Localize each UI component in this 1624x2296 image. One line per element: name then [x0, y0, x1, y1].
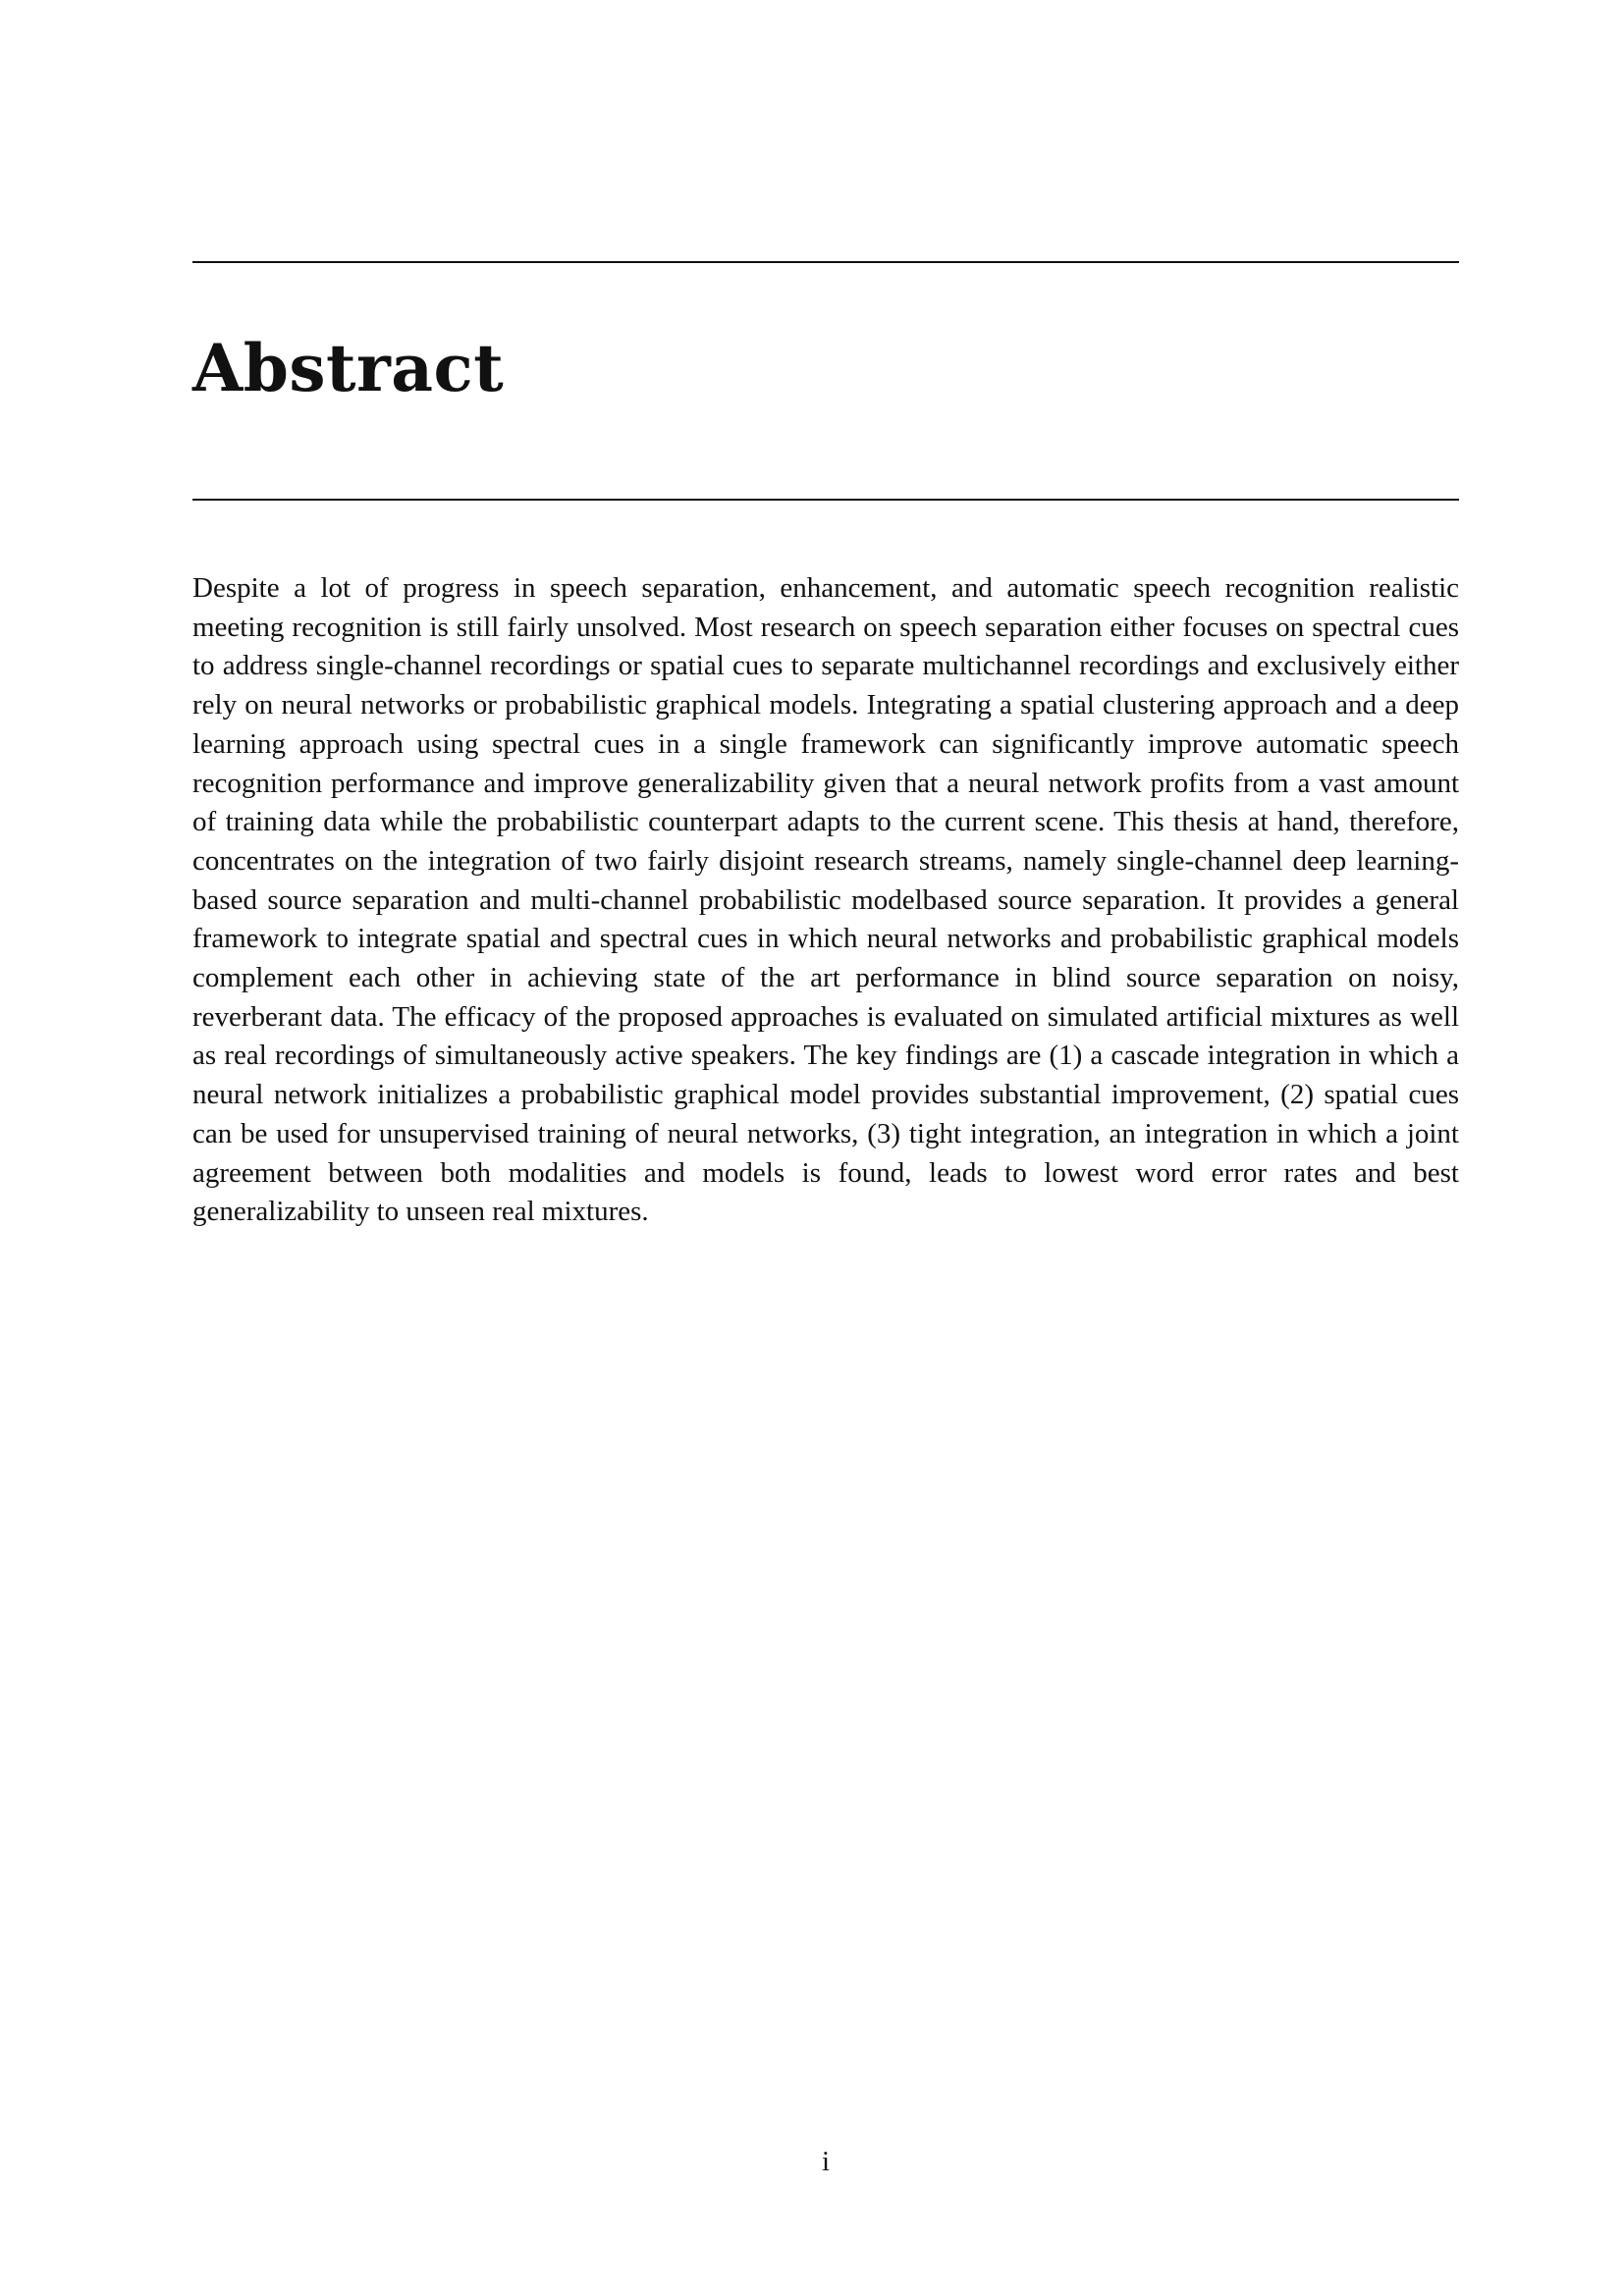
chapter-title: Abstract	[192, 330, 505, 406]
page-number: i	[821, 2146, 831, 2177]
top-rule	[192, 261, 1459, 263]
bottom-rule	[192, 499, 1459, 501]
abstract-paragraph: Despite a lot of progress in speech separation, enhancement, and automatic speech recognition realistic meeting recognition is still fairly unsolved. Most research on speech separation either focuses on spectral cues to address single-channel recordings or spatial cues to separate multichannel recordings and exclusively either rely on neural networks or probabilistic graphical models. Integrating a spatial clustering approach and a deep learning approach using spectral cues in a single framework can significantly improve automatic speech recognition performance and improve generalizability given that a neural network profits from a vast amount of training data while the probabilistic counterpart adapts to the current scene. This thesis at hand, therefore, concentrates on the integration of two fairly disjoint research streams, namely single-channel deep learning-based source separation and multi-channel probabilistic modelbased source separation. It provides a general framework to integrate spatial and spectral cues in which neural networks and probabilistic graphical models complement each other in achieving state of the art performance in blind source separation on noisy, reverberant data. The efficacy of the proposed approaches is evaluated on simulated artificial mixtures as well as real recordings of simultaneously active speakers. The key findings are (1) a cascade integration in which a neural network initializes a probabilistic graphical model provides substantial improvement, (2) spatial cues can be used for unsupervised training of neural networks, (3) tight integration, an integration in which a joint agreement between both modalities and models is found, leads to lowest word error rates and best generalizability to unseen real mixtures.	[192, 572, 1459, 1228]
